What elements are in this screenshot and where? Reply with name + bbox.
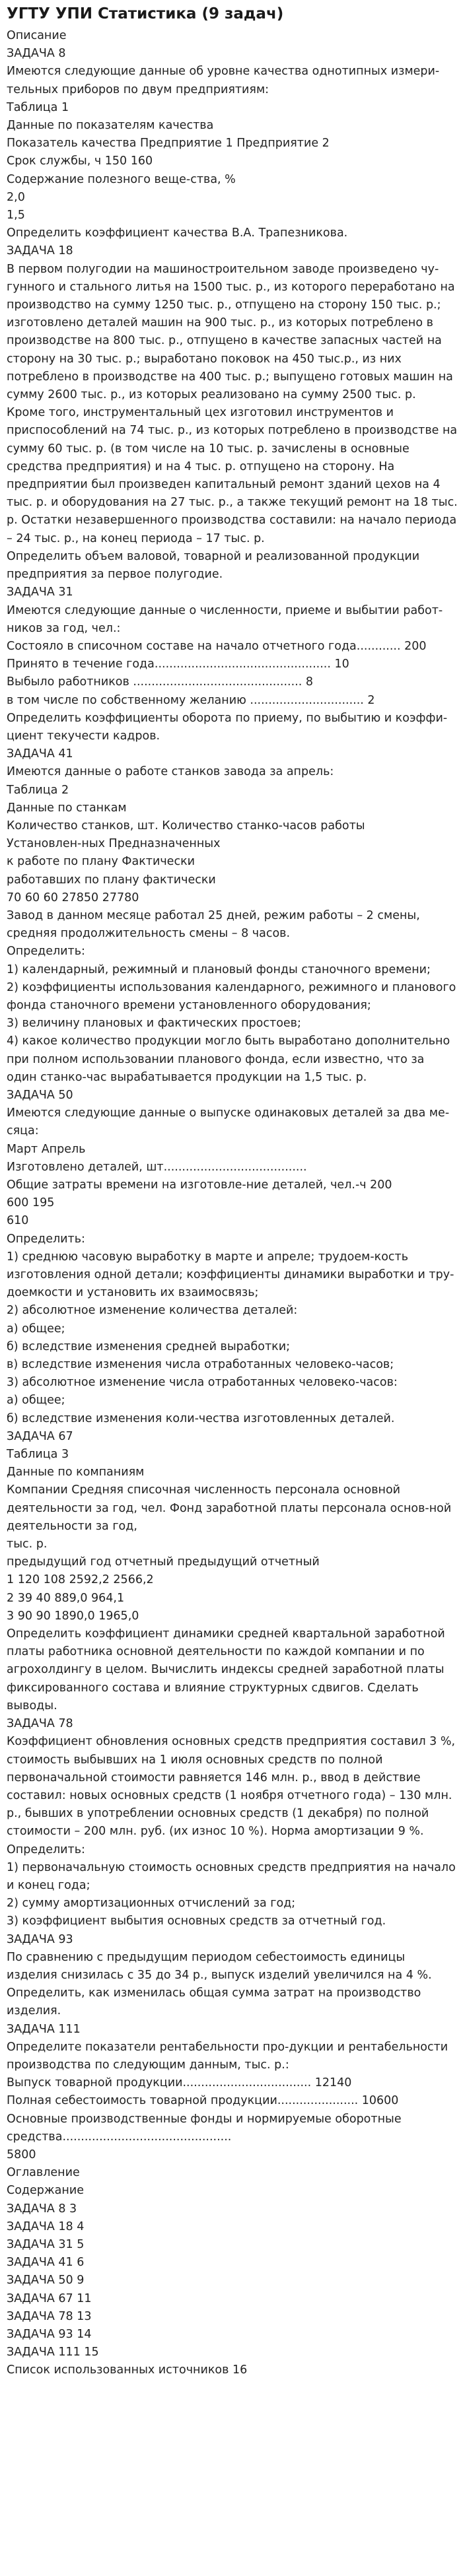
text-line: Содержание полезного веще-ства, %: [7, 172, 236, 186]
text-line: предыдущий год отчетный предыдущий отчетный: [7, 1555, 320, 1569]
text-line: ЗАДАЧА 93: [7, 1932, 73, 1946]
text-line: ЗАДАЧА 93 14: [7, 2328, 92, 2341]
text-line: ЗАДАЧА 18: [7, 244, 73, 258]
text-line: Выбыло работников .............................................. 8: [7, 675, 313, 689]
text-line: 610: [7, 1214, 29, 1228]
text-line: Содержание: [7, 2184, 84, 2198]
text-line: Состояло в списочном составе на начало отчетного года............ 200: [7, 639, 427, 653]
text-line: ЗАДАЧА 41 6: [7, 2256, 85, 2270]
text-line: Основные производственные фонды и нормируемые оборотные средства..............................................: [7, 2112, 406, 2144]
text-line: Список использованных источников 16: [7, 2363, 248, 2377]
text-line: Завод в данном месяце работал 25 дней, режим работы – 2 смены, средняя продолжительность смены – 8 часов.: [7, 908, 424, 941]
text-line: ЗАДАЧА 41: [7, 747, 73, 761]
text-line: Полная себестоимость товарной продукции...................... 10600: [7, 2094, 399, 2108]
text-line: ЗАДАЧА 67: [7, 1429, 73, 1443]
text-line: в) вследствие изменения числа отработанных человеко-часов;: [7, 1358, 394, 1372]
text-line: 1) первоначальную стоимость основных средств предприятия на начало и конец года;: [7, 1860, 460, 1892]
text-line: Срок службы, ч 150 160: [7, 154, 153, 168]
text-line: тыс. р.: [7, 1538, 48, 1551]
text-line: 3) абсолютное изменение числа отработанных человеко-часов:: [7, 1376, 398, 1390]
text-line: В первом полугодии на машиностроительном заводе произведено чу-гунного и стального литья на 1500 тыс. р., из которого переработано на производство на сумму 1250 тыс. р., отпущено на сторону 150 тыс. р.; изготовлено деталей машин на 900 тыс. р., из которых потреблено в производстве на 800 тыс. р., отпущено в качестве запасных частей на сторону на 30 тыс. р.; выработано поковок на 450 тыс.р., из них потреблено в производстве на 400 тыс. р.; выпущено готовых машин на сумму 2600 тыс. р., из которых реализовано на сумму 2500 тыс. р. Кроме того, инструментальный цех изготовил инструментов и приспособлений на 74 тыс. р., из которых потреблено в производстве на сумму 60 тыс. р. (в том числе на 10 тыс. р. зачислены в основные средства предприятия) и на 4 тыс. р. отпущено на сторону. На предприятии был произведен капитальный ремонт зданий цехов на 4 тыс. р. и оборудования на 27 тыс. р., а также текущий ремонт на 18 тыс. р. Остатки незавершенного производства составили: на начало периода – 24 тыс. р., на конец периода – 17 тыс. р.: [7, 262, 462, 545]
text-line: Данные по компаниям: [7, 1466, 145, 1479]
text-line: ЗАДАЧА 50 9: [7, 2274, 85, 2288]
text-line: ЗАДАЧА 111: [7, 2022, 81, 2036]
text-line: а) общее;: [7, 1322, 65, 1336]
text-line: ЗАДАЧА 67 11: [7, 2291, 92, 2305]
text-line: 2) абсолютное изменение количества деталей:: [7, 1304, 298, 1318]
text-line: ЗАДАЧА 50: [7, 1088, 73, 1102]
text-line: Данные по показателям качества: [7, 119, 214, 133]
text-line: Показатель качества Предприятие 1 Предприятие 2: [7, 137, 330, 151]
text-line: Имеются следующие данные о численности, приеме и выбытии работ-ников за год, чел.:: [7, 603, 443, 635]
text-line: Определите показатели рентабельности про-дукции и рентабельности производства по следующим данным, тыс. р.:: [7, 2040, 452, 2072]
text-line: ЗАДАЧА 78 13: [7, 2309, 92, 2323]
text-line: Таблица 3: [7, 1448, 69, 1462]
text-line: Определить коэффициент качества В.А. Трапезникова.: [7, 226, 348, 240]
text-line: ЗАДАЧА 18 4: [7, 2220, 85, 2233]
text-line: б) вследствие изменения коли-чества изготовленных деталей.: [7, 1411, 395, 1425]
text-line: б) вследствие изменения средней выработки;: [7, 1339, 290, 1353]
text-line: 4) какое количество продукции могло быть выработано дополнительно при полном использовании планового фонда, если известно, что за один станко-час вырабатывается продукции на 1,5 тыс. р.: [7, 1034, 454, 1084]
text-line: Определить коэффициенты оборота по приему, по выбытию и коэффи-циент текучести кадров.: [7, 711, 448, 743]
text-line: Определить:: [7, 1843, 85, 1856]
text-line: Принято в течение года................................................ 10: [7, 658, 349, 671]
text-line: Коэффициент обновления основных средств предприятия составил 3 %, стоимость выбывших на 1 июля основных средств по полной первоначальной стоимости равняется 146 млн. р., ввод в действие составил: новых основных средств (1 ноября отчетного года) – 130 млн. р., бывших в употреблении основных средств (1 декабря) по полной стоимости – 200 млн. руб. (их износ 10 %). Норма амортизации 9 %.: [7, 1735, 459, 1839]
text-line: Компании Средняя списочная численность персонала основной деятельности за год, чел. Фонд заработной платы персонала основ-ной деятельности за год,: [7, 1483, 455, 1533]
text-line: работавших по плану фактически: [7, 873, 216, 887]
text-line: Оглавление: [7, 2166, 80, 2180]
text-line: Имеются данные о работе станков завода за апрель:: [7, 765, 334, 779]
text-line: Изготовлено деталей, шт.......................................: [7, 1160, 307, 1174]
text-line: Определить объем валовой, товарной и реализованной продукции предприятия за первое полугодие.: [7, 549, 423, 582]
text-line: в том числе по собственному желанию ............................... 2: [7, 693, 375, 707]
text-line: ЗАДАЧА 31 5: [7, 2237, 85, 2251]
text-line: 2) коэффициенты использования календарного, режимного и планового фонда станочного времени установленного оборудования;: [7, 980, 460, 1012]
text-line: 1) среднюю часовую выработку в марте и апреле; трудоем-кость изготовления одной детали; коэффициенты динамики выработки и тру-доемкости и установить их взаимосвязь;: [7, 1250, 454, 1300]
text-line: 1) календарный, режимный и плановый фонды станочного времени;: [7, 963, 431, 976]
text-line: ЗАДАЧА 8: [7, 47, 66, 61]
text-line: а) общее;: [7, 1394, 65, 1407]
text-line: 2 39 40 889,0 964,1: [7, 1591, 125, 1605]
text-line: 3 90 90 1890,0 1965,0: [7, 1609, 139, 1623]
text-line: 2) сумму амортизационных отчислений за год;: [7, 1897, 296, 1911]
text-line: Данные по станкам: [7, 801, 127, 815]
text-line: 3) коэффициент выбытия основных средств за отчетный год.: [7, 1915, 386, 1928]
text-line: Таблица 1: [7, 100, 69, 114]
text-line: 2,0: [7, 190, 25, 204]
text-line: ЗАДАЧА 78: [7, 1717, 73, 1731]
text-line: 5800: [7, 2148, 36, 2161]
text-line: Установлен-ных Предназначенных: [7, 837, 221, 851]
text-line: Март Апрель: [7, 1142, 86, 1156]
text-line: Количество станков, шт. Количество станко-часов работы: [7, 819, 365, 832]
text-line: Общие затраты времени на изготовле-ние деталей, чел.-ч 200: [7, 1178, 392, 1192]
text-line: Определить коэффициент динамики средней квартальной заработной платы работника основной деятельности по каждой компании и по агрохолдингу в целом. Вычислить индексы средней заработной платы фиксированного состава и влияние структурных сдвигов. Сделать выводы.: [7, 1627, 449, 1712]
text-line: Определить:: [7, 945, 85, 959]
text-line: 1 120 108 2592,2 2566,2: [7, 1573, 154, 1587]
text-line: 3) величину плановых и фактических простоев;: [7, 1017, 301, 1031]
text-line: 600 195: [7, 1196, 55, 1210]
document-body: [7, 27, 462, 2380]
text-line: ЗАДАЧА 8 3: [7, 2202, 77, 2216]
text-line: ЗАДАЧА 111 15: [7, 2346, 99, 2359]
text-line: Описание: [7, 29, 67, 42]
text-line: ЗАДАЧА 31: [7, 586, 73, 599]
text-line: По сравнению с предыдущим периодом себестоимость единицы изделия снизилась с 35 до 34 р., выпуск изделий увеличился на 4 %. Определить, как изменилась общая сумма затрат на производство изделия.: [7, 1950, 436, 2018]
text-line: Определить:: [7, 1232, 85, 1246]
text-line: 1,5: [7, 209, 25, 222]
text-line: Выпуск товарной продукции................................... 12140: [7, 2076, 352, 2090]
text-line: Имеются следующие данные о выпуске одинаковых деталей за два ме-сяца:: [7, 1106, 450, 1138]
page-title: УГТУ УПИ Статистика (9 задач): [7, 5, 284, 22]
text-line: Таблица 2: [7, 783, 69, 797]
text-line: к работе по плану Фактически: [7, 855, 196, 869]
text-line: Имеются следующие данные об уровне качества однотипных измери-тельных приборов по двум предприятиям:: [7, 65, 440, 96]
text-line: 70 60 60 27850 27780: [7, 891, 139, 904]
